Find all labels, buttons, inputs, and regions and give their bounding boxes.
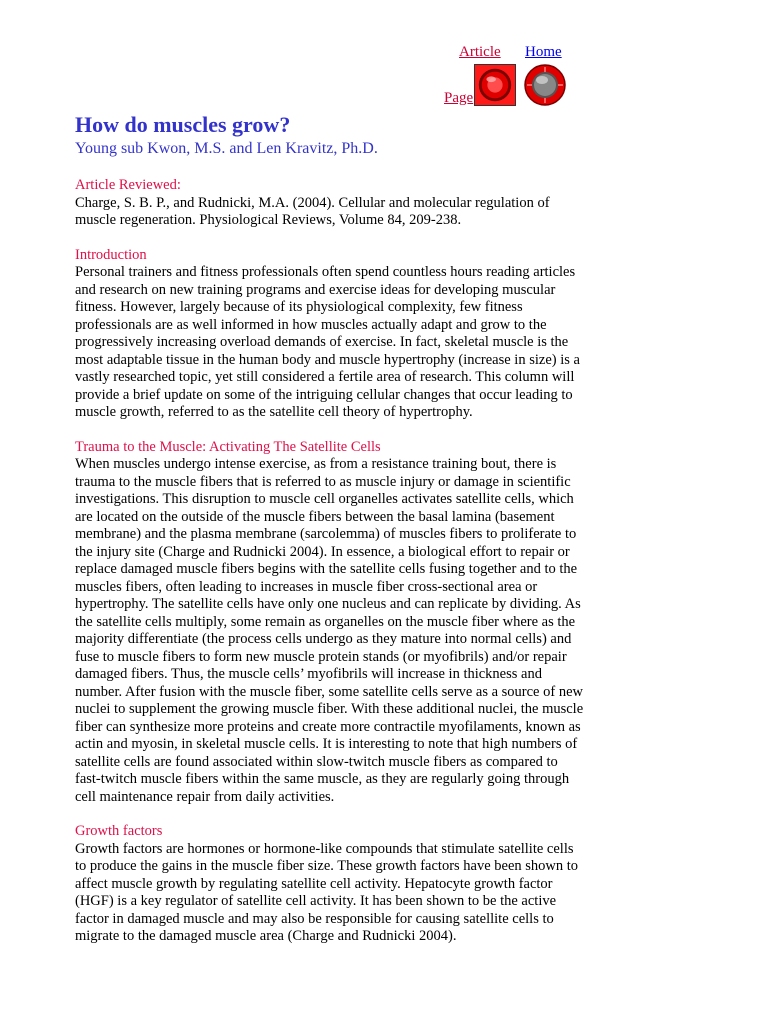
reviewed-heading: Article Reviewed: xyxy=(75,177,181,193)
section-body: Growth factors are hormones or hormone-like compounds that stimulate satellite cells to produce the gains in the muscle fiber size. These growth factors have been shown to affect muscle growth by regulating satellite cell activity. Hepatocyte growth factor (HGF) is a key regulator of satellite cell activity. It has been shown to be the active factor in damaged muscle and may also be responsible for causing satellite cells to migrate to the damaged muscle area (Charge and Rudnicki 2004). xyxy=(75,840,579,944)
section-heading: Trauma to the Muscle: Activating The Satellite Cells xyxy=(75,438,381,455)
article-content xyxy=(75,112,585,946)
top-navigation xyxy=(440,44,580,110)
section-heading: Introduction xyxy=(75,246,147,263)
section-heading: Growth factors xyxy=(75,823,163,839)
article-link[interactable]: Article xyxy=(459,44,501,60)
reviewed-citation: Charge, S. B. P., and Rudnicki, M.A. (2004). Cellular and molecular regulation of muscle regeneration. Physiological Reviews, Volume 84, 209-238. xyxy=(75,194,550,228)
page-title: How do muscles grow? xyxy=(75,112,291,137)
section-body: Personal trainers and fitness professionals often spend countless hours reading articles and research on new training programs and exercise ideas for developing muscular fitness. However, largely because of its physiological complexity, few fitness professionals are as well informed in how muscles actually adapt and grow to the progressively increasing overload demands of exercise. In fact, skeletal muscle is the most adaptable tissue in the human body and muscle hypertrophy (increase in size) is a vastly researched topic, yet still considered a fertile area of research. This column will provide a brief update on some of the intriguing cellular changes that occur leading to muscle growth, referred to as the satellite cell theory of hypertrophy. xyxy=(75,264,580,420)
page-link[interactable]: Page xyxy=(444,90,474,106)
section-growth-factors xyxy=(75,823,585,946)
section-trauma xyxy=(75,439,585,807)
reviewed-section xyxy=(75,177,585,230)
authors-line: Young sub Kwon, M.S. and Len Kravitz, Ph.D. xyxy=(75,140,378,157)
red-record-button-icon[interactable] xyxy=(474,64,516,106)
home-link[interactable]: Home xyxy=(525,44,562,60)
red-home-button-icon[interactable] xyxy=(524,64,566,106)
section-body: When muscles undergo intense exercise, as from a resistance training bout, there is trauma to the muscle fibers that is referred to as muscle injury or damage in scientific investigations. This disruption to muscle cell organelles activates satellite cells, which are located on the outside of the muscle fibers between the basal lamina (basement membrane) and the plasma membrane (sarcolemma) of muscles fibers to proliferate to the injury site (Charge and Rudnicki 2004). In essence, a biological effort to repair or replace damaged muscle fibers begins with the satellite cells fusing together and to the muscles fibers, often leading to increases in muscle fiber cross-sectional area or hypertrophy. The satellite cells have only one nucleus and can replicate by dividing. As the satellite cells multiply, some remain as organelles on the muscle fiber where as the majority differentiate (the process cells undergo as they mature into normal cells) and fuse to muscle fibers to form new muscle protein stands (or myofibrils) and/or repair damaged fibers. Thus, the muscle cells’ myofibrils will increase in thickness and number. After fusion with the muscle fiber, some satellite cells serve as a source of new nuclei to supplement the growing muscle fiber. With these additional nuclei, the muscle fiber can synthesize more proteins and create more contractile myofilaments, known as actin and myosin, in skeletal muscle cells. It is interesting to note that high numbers of satellite cells are found associated within slow-twitch muscle fibers as compared to fast-twitch muscle fibers within the same muscle, as they are regularly going through cell maintenance repair from daily activities. xyxy=(75,456,584,805)
section-introduction xyxy=(75,247,585,422)
